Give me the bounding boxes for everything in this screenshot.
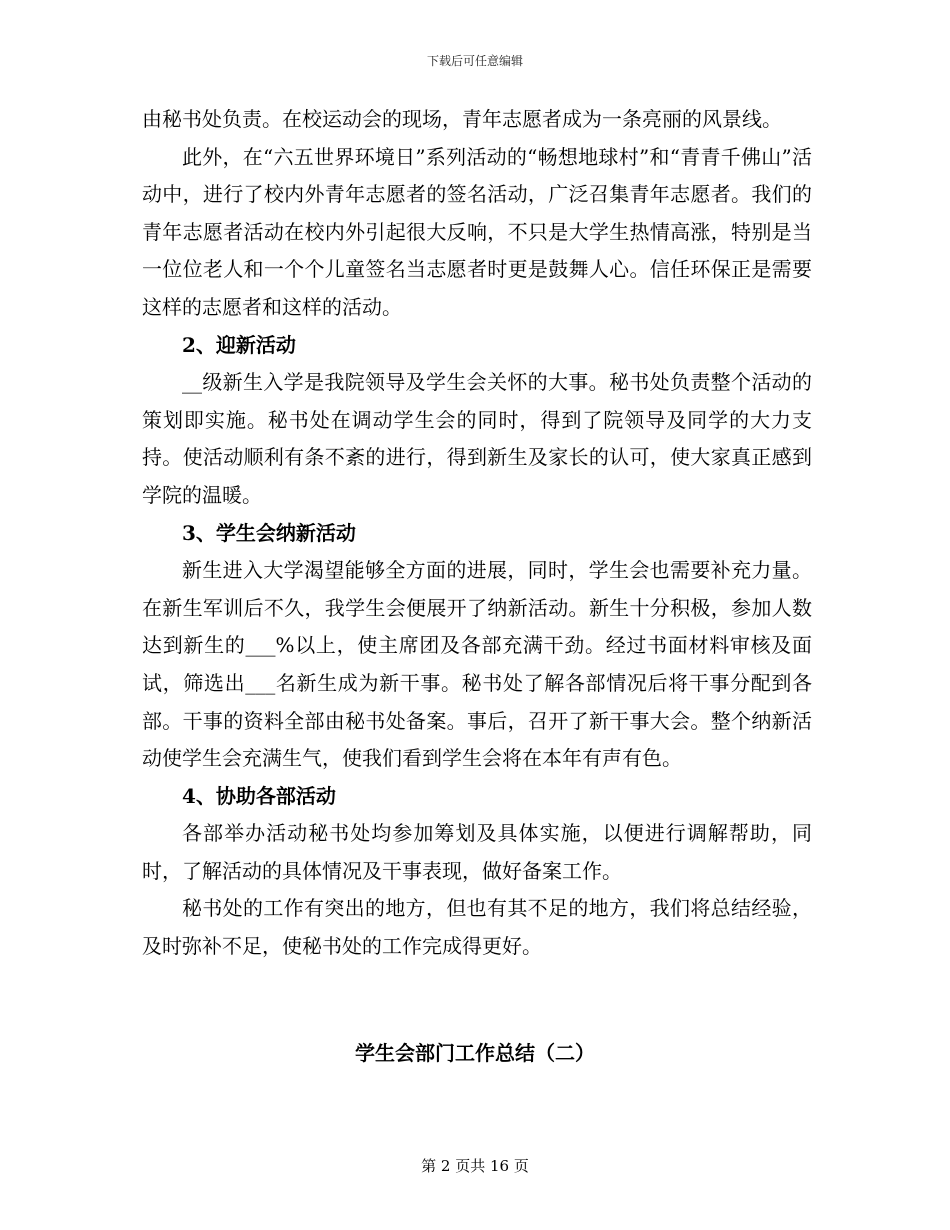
- paragraph-conclusion: 秘书处的工作有突出的地方，但也有其不足的地方，我们将总结经验，及时弥补不足，使秘书处的工作完成得更好。: [142, 896, 812, 959]
- heading-assist-departments: 4、协助各部活动: [182, 783, 336, 808]
- paragraph-continued: 由秘书处负责。在校运动会的现场，青年志愿者成为一条亮丽的风景线。: [142, 107, 782, 131]
- paragraph-recruitment-activity: 新生进入大学渴望能够全方面的进展，同时，学生会也需要补充力量。在新生军训后不久，我学生会便展开了纳新活动。新生十分积极，参加人数达到新生的___%以上，使主席团及各部充满干劲。经过书面材料审核及面试，筛选出___名新生成为新干事。秘书处了解各部情况后将干事分配到各部。干事的资料全部由秘书处备案。事后，召开了新干事大会。整个纳新活动使学生会充满生气，使我们看到学生会将在本年有声有色。: [142, 558, 812, 771]
- paragraph-environment-day: 此外，在“六五世界环境日”系列活动的“畅想地球村”和“青青千佛山”活动中，进行了校内外青年志愿者的签名活动，广泛召集青年志愿者。我们的青年志愿者活动在校内外引起很大反响，不只是大学生热情高涨，特别是当一位位老人和一个个儿童签名当志愿者时更是鼓舞人心。信任环保正是需要这样的志愿者和这样的活动。: [142, 144, 812, 319]
- paragraph-welcome-activity: __级新生入学是我院领导及学生会关怀的大事。秘书处负责整个活动的策划即实施。秘书处在调动学生会的同时，得到了院领导及同学的大力支持。使活动顺利有条不紊的进行，得到新生及家长的认可，使大家真正感到学院的温暖。: [142, 370, 812, 507]
- section-title: 学生会部门工作总结（二）: [355, 1041, 595, 1065]
- page-footer: 第 2 页共 16 页: [421, 1157, 529, 1175]
- page-header: 下载后可任意编辑: [426, 54, 523, 68]
- document-body: [142, 101, 812, 966]
- paragraph-assist-departments: 各部举办活动秘书处均参加筹划及具体实施，以便进行调解帮助，同时，了解活动的具体情况及干事表现，做好备案工作。: [142, 821, 812, 883]
- heading-recruitment-activity: 3、学生会纳新活动: [182, 520, 356, 545]
- heading-welcome-activity: 2、迎新活动: [182, 332, 296, 357]
